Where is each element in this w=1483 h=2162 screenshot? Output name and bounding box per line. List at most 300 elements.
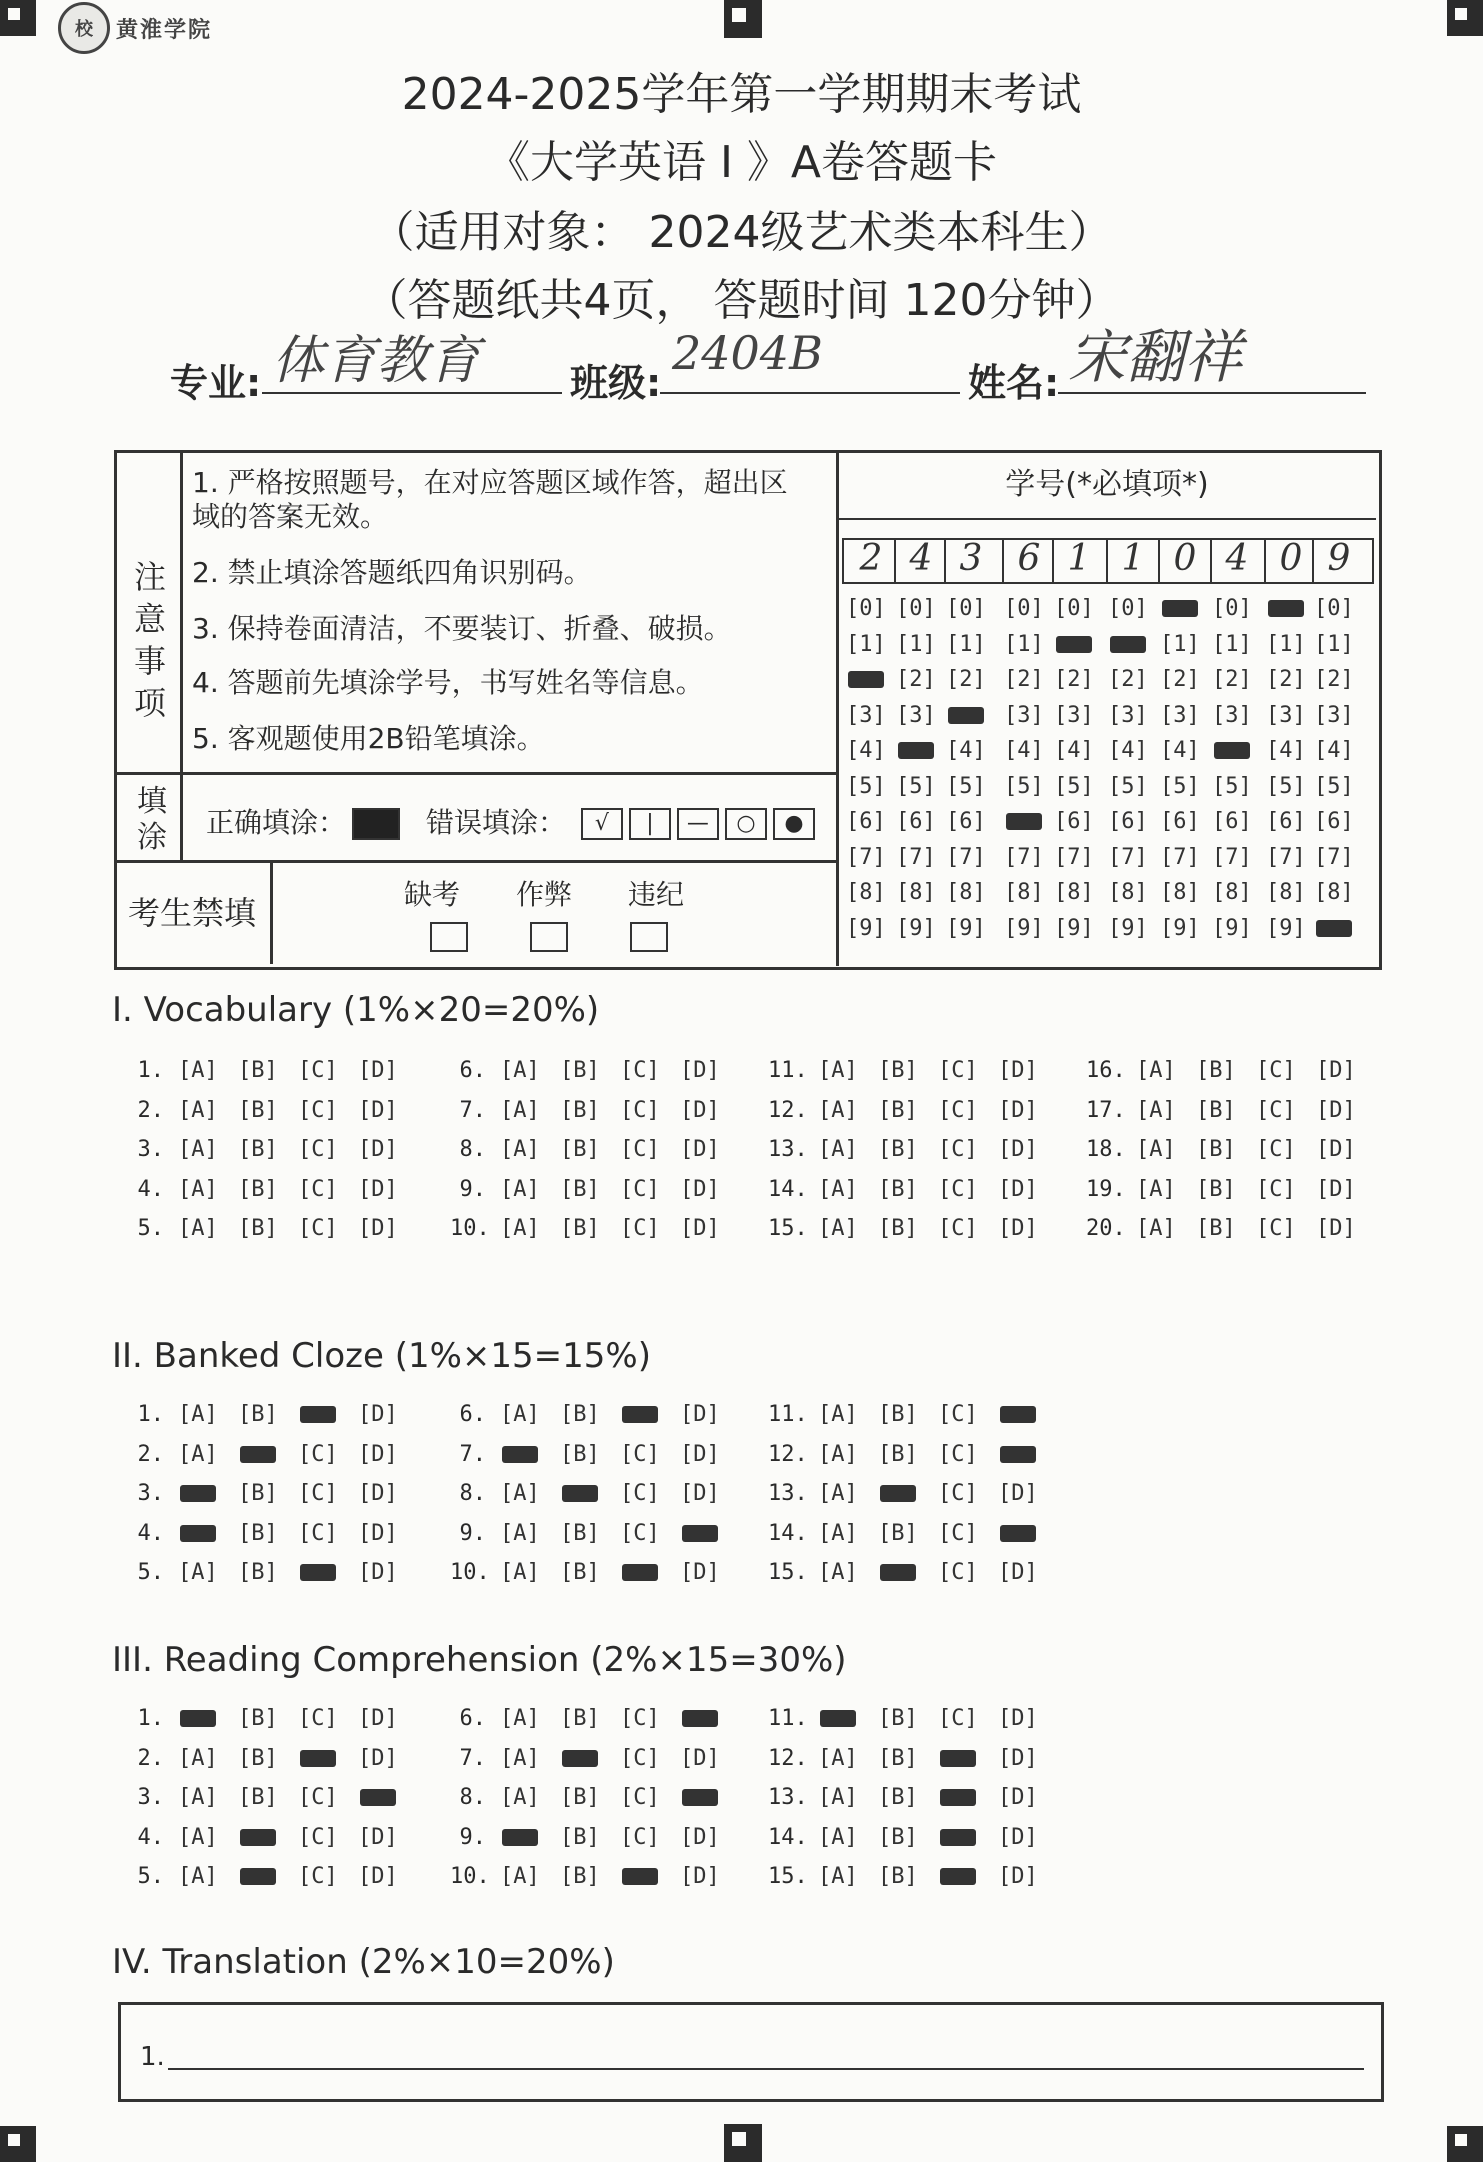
vocab-option-bubble[interactable]: [B] (560, 1058, 600, 1083)
student-id-bubble[interactable]: [3] (896, 702, 936, 728)
vocab-option-bubble[interactable]: [B] (560, 1176, 600, 1202)
reading-option-bubble[interactable]: [A] (178, 1745, 218, 1771)
cloze-option-bubble[interactable]: [D] (358, 1520, 398, 1546)
cloze-option-bubble[interactable]: [A] (178, 1441, 218, 1467)
student-id-bubble[interactable]: [3] (1160, 702, 1200, 728)
student-id-bubble[interactable]: [1] (1212, 631, 1252, 657)
vocab-option-bubble[interactable]: [B] (238, 1137, 278, 1162)
student-id-bubble[interactable]: [8] (1108, 880, 1148, 905)
cloze-option-bubble[interactable] (998, 1402, 1038, 1427)
cloze-option-bubble[interactable] (178, 1481, 218, 1506)
cloze-option-bubble[interactable]: [B] (878, 1520, 918, 1546)
cloze-option-bubble[interactable] (298, 1402, 338, 1427)
student-id-bubble[interactable]: [5] (846, 773, 886, 799)
forbid-violation-box[interactable] (630, 922, 668, 952)
student-id-bubble[interactable]: [7] (946, 844, 986, 870)
student-id-bubble[interactable]: [3] (1108, 702, 1148, 728)
reading-option-bubble[interactable] (178, 1706, 218, 1731)
student-id-bubble[interactable]: [7] (1266, 844, 1306, 870)
reading-option-bubble[interactable] (938, 1825, 978, 1850)
vocab-option-bubble[interactable]: [B] (1196, 1097, 1236, 1123)
student-id-bubble[interactable]: [9] (1160, 915, 1200, 941)
student-id-bubble[interactable]: [9] (1266, 915, 1306, 941)
vocab-option-bubble[interactable]: [A] (500, 1137, 540, 1162)
student-id-bubble[interactable]: [8] (846, 880, 886, 905)
student-id-bubble[interactable]: [3] (1314, 702, 1354, 728)
cloze-option-bubble[interactable] (680, 1521, 720, 1546)
vocab-option-bubble[interactable]: [A] (178, 1097, 218, 1123)
vocab-option-bubble[interactable]: [A] (818, 1097, 858, 1123)
student-id-bubble[interactable]: [6] (1212, 809, 1252, 834)
student-id-bubble[interactable]: [5] (1108, 773, 1148, 799)
cloze-option-bubble[interactable]: [B] (238, 1520, 278, 1546)
student-id-bubble[interactable]: [0] (946, 596, 986, 621)
reading-option-bubble[interactable]: [C] (620, 1706, 660, 1731)
student-id-bubble[interactable]: [5] (1266, 773, 1306, 799)
vocab-option-bubble[interactable]: [B] (238, 1058, 278, 1083)
student-id-bubble[interactable]: [1] (896, 631, 936, 657)
student-id-digit[interactable]: 2 (859, 538, 883, 579)
student-id-bubble[interactable] (946, 703, 986, 728)
vocab-option-bubble[interactable]: [D] (358, 1216, 398, 1241)
vocab-option-bubble[interactable]: [A] (818, 1137, 858, 1162)
cloze-option-bubble[interactable]: [B] (560, 1402, 600, 1427)
vocab-option-bubble[interactable]: [A] (178, 1137, 218, 1162)
student-id-bubble[interactable]: [8] (1160, 880, 1200, 905)
student-id-bubble[interactable]: [2] (1108, 667, 1148, 692)
cloze-option-bubble[interactable]: [C] (620, 1441, 660, 1467)
vocab-option-bubble[interactable]: [B] (878, 1216, 918, 1241)
reading-option-bubble[interactable]: [A] (178, 1864, 218, 1889)
student-id-bubble[interactable]: [6] (1108, 809, 1148, 834)
vocab-option-bubble[interactable]: [C] (298, 1058, 338, 1083)
cloze-option-bubble[interactable]: [C] (298, 1520, 338, 1546)
vocab-option-bubble[interactable]: [D] (680, 1097, 720, 1123)
vocab-option-bubble[interactable]: [B] (1196, 1176, 1236, 1202)
cloze-option-bubble[interactable]: [B] (560, 1560, 600, 1585)
student-id-bubble[interactable] (1266, 596, 1306, 621)
student-id-bubble[interactable]: [5] (1004, 773, 1044, 799)
vocab-option-bubble[interactable]: [A] (178, 1058, 218, 1083)
student-id-bubble[interactable]: [4] (1108, 738, 1148, 763)
vocab-option-bubble[interactable]: [C] (938, 1216, 978, 1241)
vocab-option-bubble[interactable]: [A] (818, 1176, 858, 1202)
vocab-option-bubble[interactable]: [D] (1316, 1137, 1356, 1162)
student-id-bubble[interactable]: [7] (846, 844, 886, 870)
reading-option-bubble[interactable]: [A] (178, 1824, 218, 1850)
reading-option-bubble[interactable]: [C] (298, 1706, 338, 1731)
vocab-option-bubble[interactable]: [A] (178, 1216, 218, 1241)
student-id-bubble[interactable]: [0] (1314, 596, 1354, 621)
vocab-option-bubble[interactable]: [D] (998, 1216, 1038, 1241)
cloze-option-bubble[interactable]: [D] (998, 1560, 1038, 1585)
cloze-option-bubble[interactable]: [C] (938, 1441, 978, 1467)
reading-option-bubble[interactable]: [A] (178, 1785, 218, 1810)
major-value[interactable]: 体育教育 (272, 331, 481, 391)
student-id-bubble[interactable] (1004, 809, 1044, 834)
student-id-bubble[interactable]: [6] (1160, 809, 1200, 834)
vocab-option-bubble[interactable]: [D] (358, 1058, 398, 1083)
cloze-option-bubble[interactable] (878, 1560, 918, 1585)
cloze-option-bubble[interactable] (620, 1560, 660, 1585)
reading-option-bubble[interactable]: [D] (998, 1706, 1038, 1731)
student-id-bubble[interactable] (896, 738, 936, 763)
cloze-option-bubble[interactable]: [A] (500, 1402, 540, 1427)
reading-option-bubble[interactable]: [A] (818, 1745, 858, 1771)
reading-option-bubble[interactable]: [B] (560, 1824, 600, 1850)
student-id-bubble[interactable]: [8] (1266, 880, 1306, 905)
student-id-bubble[interactable]: [8] (1004, 880, 1044, 905)
vocab-option-bubble[interactable]: [C] (298, 1137, 338, 1162)
reading-option-bubble[interactable] (500, 1825, 540, 1850)
reading-option-bubble[interactable] (238, 1864, 278, 1889)
vocab-option-bubble[interactable]: [A] (500, 1176, 540, 1202)
cloze-option-bubble[interactable]: [C] (298, 1441, 338, 1467)
vocab-option-bubble[interactable]: [C] (1256, 1097, 1296, 1123)
vocab-option-bubble[interactable]: [C] (620, 1097, 660, 1123)
reading-option-bubble[interactable]: [B] (238, 1785, 278, 1810)
cloze-option-bubble[interactable]: [A] (178, 1560, 218, 1585)
student-id-bubble[interactable]: [7] (1212, 844, 1252, 870)
student-id-bubble[interactable]: [6] (846, 809, 886, 834)
reading-option-bubble[interactable] (560, 1746, 600, 1771)
student-id-bubble[interactable]: [9] (1054, 915, 1094, 941)
reading-option-bubble[interactable]: [D] (680, 1864, 720, 1889)
vocab-option-bubble[interactable]: [C] (620, 1137, 660, 1162)
cloze-option-bubble[interactable]: [D] (680, 1560, 720, 1585)
cloze-option-bubble[interactable]: [B] (560, 1520, 600, 1546)
student-id-bubble[interactable]: [0] (1004, 596, 1044, 621)
student-id-digit[interactable]: 4 (1225, 538, 1249, 579)
cloze-option-bubble[interactable]: [C] (938, 1402, 978, 1427)
reading-option-bubble[interactable]: [B] (878, 1864, 918, 1889)
cloze-option-bubble[interactable] (998, 1521, 1038, 1546)
student-id-bubble[interactable]: [0] (1054, 596, 1094, 621)
student-id-digit[interactable]: 9 (1327, 538, 1351, 579)
vocab-option-bubble[interactable]: [A] (1136, 1216, 1176, 1241)
reading-option-bubble[interactable] (680, 1785, 720, 1810)
student-id-bubble[interactable]: [7] (1004, 844, 1044, 870)
student-id-bubble[interactable]: [8] (946, 880, 986, 905)
vocab-option-bubble[interactable]: [A] (818, 1058, 858, 1083)
reading-option-bubble[interactable] (680, 1706, 720, 1731)
cloze-option-bubble[interactable]: [A] (818, 1402, 858, 1427)
reading-option-bubble[interactable]: [D] (680, 1824, 720, 1850)
reading-option-bubble[interactable]: [C] (298, 1864, 338, 1889)
student-id-bubble[interactable]: [2] (1004, 667, 1044, 692)
vocab-option-bubble[interactable]: [A] (1136, 1137, 1176, 1162)
student-id-digit[interactable]: 1 (1121, 538, 1145, 579)
cloze-option-bubble[interactable] (998, 1442, 1038, 1467)
cloze-option-bubble[interactable]: [A] (500, 1560, 540, 1585)
student-id-bubble[interactable]: [4] (846, 738, 886, 763)
cloze-option-bubble[interactable]: [A] (818, 1560, 858, 1585)
forbid-absent-box[interactable] (430, 922, 468, 952)
student-id-bubble[interactable]: [0] (1108, 596, 1148, 621)
vocab-option-bubble[interactable]: [B] (560, 1216, 600, 1241)
student-id-bubble[interactable]: [5] (1212, 773, 1252, 799)
vocab-option-bubble[interactable]: [D] (680, 1216, 720, 1241)
reading-option-bubble[interactable]: [C] (620, 1745, 660, 1771)
reading-option-bubble[interactable]: [B] (878, 1824, 918, 1850)
vocab-option-bubble[interactable]: [A] (1136, 1097, 1176, 1123)
vocab-option-bubble[interactable]: [C] (298, 1216, 338, 1241)
vocab-option-bubble[interactable]: [B] (238, 1216, 278, 1241)
vocab-option-bubble[interactable]: [B] (1196, 1137, 1236, 1162)
student-id-bubble[interactable]: [2] (1054, 667, 1094, 692)
student-id-bubble[interactable]: [9] (946, 915, 986, 941)
cloze-option-bubble[interactable]: [D] (998, 1481, 1038, 1506)
reading-option-bubble[interactable]: [D] (998, 1824, 1038, 1850)
cloze-option-bubble[interactable]: [B] (238, 1560, 278, 1585)
reading-option-bubble[interactable]: [C] (620, 1824, 660, 1850)
reading-option-bubble[interactable]: [C] (938, 1706, 978, 1731)
student-id-bubble[interactable]: [6] (946, 809, 986, 834)
vocab-option-bubble[interactable]: [D] (998, 1058, 1038, 1083)
cloze-option-bubble[interactable]: [C] (620, 1481, 660, 1506)
vocab-option-bubble[interactable]: [B] (878, 1176, 918, 1202)
reading-option-bubble[interactable]: [B] (878, 1745, 918, 1771)
vocab-option-bubble[interactable]: [D] (680, 1176, 720, 1202)
student-id-bubble[interactable] (1054, 632, 1094, 657)
student-id-bubble[interactable]: [9] (896, 915, 936, 941)
vocab-option-bubble[interactable]: [C] (938, 1176, 978, 1202)
reading-option-bubble[interactable]: [D] (358, 1745, 398, 1771)
student-id-bubble[interactable]: [0] (1212, 596, 1252, 621)
vocab-option-bubble[interactable]: [A] (500, 1216, 540, 1241)
cloze-option-bubble[interactable] (620, 1402, 660, 1427)
vocab-option-bubble[interactable]: [B] (560, 1137, 600, 1162)
translation-line-1[interactable] (168, 2068, 1364, 2070)
student-id-bubble[interactable]: [1] (1004, 631, 1044, 657)
student-id-bubble[interactable]: [2] (1212, 667, 1252, 692)
cloze-option-bubble[interactable]: [D] (680, 1481, 720, 1506)
reading-option-bubble[interactable]: [B] (238, 1706, 278, 1731)
student-id-bubble[interactable]: [4] (1004, 738, 1044, 763)
student-id-bubble[interactable]: [3] (1212, 702, 1252, 728)
reading-option-bubble[interactable]: [A] (500, 1785, 540, 1810)
reading-option-bubble[interactable]: [B] (878, 1706, 918, 1731)
vocab-option-bubble[interactable]: [D] (358, 1097, 398, 1123)
cloze-option-bubble[interactable]: [C] (620, 1520, 660, 1546)
student-id-bubble[interactable]: [7] (896, 844, 936, 870)
student-id-bubble[interactable]: [0] (896, 596, 936, 621)
reading-option-bubble[interactable]: [A] (818, 1824, 858, 1850)
reading-option-bubble[interactable] (620, 1864, 660, 1889)
student-id-bubble[interactable]: [9] (1108, 915, 1148, 941)
name-value[interactable]: 宋翻祥 (1068, 323, 1243, 391)
student-id-bubble[interactable]: [1] (946, 631, 986, 657)
vocab-option-bubble[interactable]: [B] (238, 1176, 278, 1202)
cloze-option-bubble[interactable] (500, 1442, 540, 1467)
cloze-option-bubble[interactable]: [A] (818, 1481, 858, 1506)
reading-option-bubble[interactable] (818, 1706, 858, 1731)
reading-option-bubble[interactable] (358, 1785, 398, 1810)
vocab-option-bubble[interactable]: [A] (1136, 1058, 1176, 1083)
cloze-option-bubble[interactable]: [A] (178, 1402, 218, 1427)
vocab-option-bubble[interactable]: [A] (178, 1176, 218, 1202)
student-id-bubble[interactable]: [6] (1054, 809, 1094, 834)
cloze-option-bubble[interactable]: [B] (560, 1441, 600, 1467)
student-id-bubble[interactable]: [5] (946, 773, 986, 799)
student-id-bubble[interactable]: [7] (1108, 844, 1148, 870)
cloze-option-bubble[interactable]: [D] (358, 1402, 398, 1427)
student-id-digit[interactable]: 4 (909, 538, 933, 579)
student-id-bubble[interactable]: [5] (1054, 773, 1094, 799)
student-id-bubble[interactable]: [2] (1160, 667, 1200, 692)
vocab-option-bubble[interactable]: [C] (1256, 1137, 1296, 1162)
reading-option-bubble[interactable]: [A] (818, 1785, 858, 1810)
vocab-option-bubble[interactable]: [B] (878, 1097, 918, 1123)
vocab-option-bubble[interactable]: [B] (238, 1097, 278, 1123)
student-id-digit[interactable]: 3 (959, 538, 983, 579)
student-id-bubble[interactable]: [4] (1054, 738, 1094, 763)
student-id-bubble[interactable]: [8] (1212, 880, 1252, 905)
student-id-bubble[interactable]: [6] (1266, 809, 1306, 834)
vocab-option-bubble[interactable]: [C] (938, 1097, 978, 1123)
cloze-option-bubble[interactable]: [D] (680, 1402, 720, 1427)
reading-option-bubble[interactable]: [B] (560, 1864, 600, 1889)
vocab-option-bubble[interactable]: [C] (1256, 1176, 1296, 1202)
student-id-bubble[interactable]: [4] (946, 738, 986, 763)
reading-option-bubble[interactable]: [B] (560, 1785, 600, 1810)
student-id-bubble[interactable] (1314, 916, 1354, 941)
cloze-option-bubble[interactable]: [B] (238, 1402, 278, 1427)
cloze-option-bubble[interactable]: [D] (358, 1560, 398, 1585)
cloze-option-bubble[interactable]: [D] (680, 1441, 720, 1467)
reading-option-bubble[interactable]: [B] (238, 1745, 278, 1771)
student-id-bubble[interactable]: [7] (1054, 844, 1094, 870)
reading-option-bubble[interactable]: [C] (298, 1785, 338, 1810)
student-id-bubble[interactable]: [5] (896, 773, 936, 799)
cloze-option-bubble[interactable]: [C] (298, 1481, 338, 1506)
cloze-option-bubble[interactable]: [A] (818, 1441, 858, 1467)
student-id-bubble[interactable]: [4] (1314, 738, 1354, 763)
student-id-bubble[interactable]: [9] (1004, 915, 1044, 941)
student-id-bubble[interactable] (846, 667, 886, 692)
cloze-option-bubble[interactable] (238, 1442, 278, 1467)
vocab-option-bubble[interactable]: [C] (298, 1097, 338, 1123)
reading-option-bubble[interactable] (298, 1746, 338, 1771)
vocab-option-bubble[interactable]: [B] (878, 1058, 918, 1083)
vocab-option-bubble[interactable]: [C] (620, 1216, 660, 1241)
reading-option-bubble[interactable]: [C] (620, 1785, 660, 1810)
vocab-option-bubble[interactable]: [A] (818, 1216, 858, 1241)
reading-option-bubble[interactable]: [C] (298, 1824, 338, 1850)
reading-option-bubble[interactable] (938, 1746, 978, 1771)
student-id-bubble[interactable]: [4] (1266, 738, 1306, 763)
vocab-option-bubble[interactable]: [D] (998, 1097, 1038, 1123)
reading-option-bubble[interactable]: [D] (680, 1745, 720, 1771)
vocab-option-bubble[interactable]: [C] (1256, 1216, 1296, 1241)
cloze-option-bubble[interactable]: [C] (938, 1481, 978, 1506)
student-id-bubble[interactable]: [7] (1160, 844, 1200, 870)
student-id-bubble[interactable]: [3] (846, 702, 886, 728)
cloze-option-bubble[interactable] (298, 1560, 338, 1585)
reading-option-bubble[interactable] (938, 1864, 978, 1889)
student-id-bubble[interactable] (1160, 596, 1200, 621)
student-id-bubble[interactable]: [6] (896, 809, 936, 834)
student-id-bubble[interactable]: [7] (1314, 844, 1354, 870)
reading-option-bubble[interactable]: [A] (500, 1745, 540, 1771)
cloze-option-bubble[interactable]: [D] (358, 1481, 398, 1506)
student-id-bubble[interactable]: [9] (846, 915, 886, 941)
vocab-option-bubble[interactable]: [B] (560, 1097, 600, 1123)
cloze-option-bubble[interactable] (178, 1521, 218, 1546)
vocab-option-bubble[interactable]: [C] (298, 1176, 338, 1202)
cloze-option-bubble[interactable]: [C] (938, 1520, 978, 1546)
student-id-bubble[interactable] (1212, 738, 1252, 763)
cloze-option-bubble[interactable]: [C] (938, 1560, 978, 1585)
reading-option-bubble[interactable]: [D] (998, 1864, 1038, 1889)
student-id-bubble[interactable]: [1] (1314, 631, 1354, 657)
cloze-option-bubble[interactable]: [B] (878, 1441, 918, 1467)
cloze-option-bubble[interactable]: [D] (358, 1441, 398, 1467)
reading-option-bubble[interactable]: [D] (998, 1745, 1038, 1771)
student-id-bubble[interactable]: [8] (1314, 880, 1354, 905)
cloze-option-bubble[interactable] (560, 1481, 600, 1506)
student-id-bubble[interactable]: [1] (846, 631, 886, 657)
vocab-option-bubble[interactable]: [A] (1136, 1176, 1176, 1202)
vocab-option-bubble[interactable]: [D] (680, 1137, 720, 1162)
student-id-bubble[interactable]: [3] (1266, 702, 1306, 728)
vocab-option-bubble[interactable]: [D] (680, 1058, 720, 1083)
reading-option-bubble[interactable] (938, 1785, 978, 1810)
class-value[interactable]: 2404B (672, 326, 823, 380)
vocab-option-bubble[interactable]: [D] (1316, 1058, 1356, 1083)
student-id-bubble[interactable]: [4] (1160, 738, 1200, 763)
reading-option-bubble[interactable] (238, 1825, 278, 1850)
student-id-bubble[interactable]: [2] (1314, 667, 1354, 692)
reading-option-bubble[interactable]: [D] (358, 1864, 398, 1889)
reading-option-bubble[interactable]: [D] (358, 1824, 398, 1850)
vocab-option-bubble[interactable]: [A] (500, 1058, 540, 1083)
student-id-bubble[interactable]: [2] (896, 667, 936, 692)
reading-option-bubble[interactable]: [A] (500, 1864, 540, 1889)
cloze-option-bubble[interactable] (878, 1481, 918, 1506)
vocab-option-bubble[interactable]: [B] (1196, 1216, 1236, 1241)
vocab-option-bubble[interactable]: [D] (1316, 1097, 1356, 1123)
reading-option-bubble[interactable]: [B] (878, 1785, 918, 1810)
cloze-option-bubble[interactable]: [A] (500, 1481, 540, 1506)
vocab-option-bubble[interactable]: [D] (1316, 1216, 1356, 1241)
student-id-bubble[interactable]: [1] (1160, 631, 1200, 657)
vocab-option-bubble[interactable]: [D] (358, 1176, 398, 1202)
student-id-bubble[interactable]: [5] (1160, 773, 1200, 799)
student-id-bubble[interactable]: [1] (1266, 631, 1306, 657)
student-id-bubble[interactable]: [2] (946, 667, 986, 692)
vocab-option-bubble[interactable]: [B] (1196, 1058, 1236, 1083)
vocab-option-bubble[interactable]: [C] (938, 1058, 978, 1083)
vocab-option-bubble[interactable]: [D] (998, 1137, 1038, 1162)
vocab-option-bubble[interactable]: [C] (620, 1058, 660, 1083)
cloze-option-bubble[interactable]: [A] (500, 1520, 540, 1546)
student-id-bubble[interactable]: [0] (846, 596, 886, 621)
cloze-option-bubble[interactable]: [B] (238, 1481, 278, 1506)
student-id-bubble[interactable]: [2] (1266, 667, 1306, 692)
vocab-option-bubble[interactable]: [A] (500, 1097, 540, 1123)
student-id-bubble[interactable]: [3] (1054, 702, 1094, 728)
vocab-option-bubble[interactable]: [D] (358, 1137, 398, 1162)
student-id-bubble[interactable]: [9] (1212, 915, 1252, 941)
student-id-bubble[interactable]: [5] (1314, 773, 1354, 799)
cloze-option-bubble[interactable]: [B] (878, 1402, 918, 1427)
student-id-bubble[interactable]: [3] (1004, 702, 1044, 728)
student-id-bubble[interactable]: [8] (896, 880, 936, 905)
reading-option-bubble[interactable]: [B] (560, 1706, 600, 1731)
student-id-digit[interactable]: 6 (1017, 538, 1041, 579)
student-id-digit[interactable]: 0 (1279, 538, 1303, 579)
